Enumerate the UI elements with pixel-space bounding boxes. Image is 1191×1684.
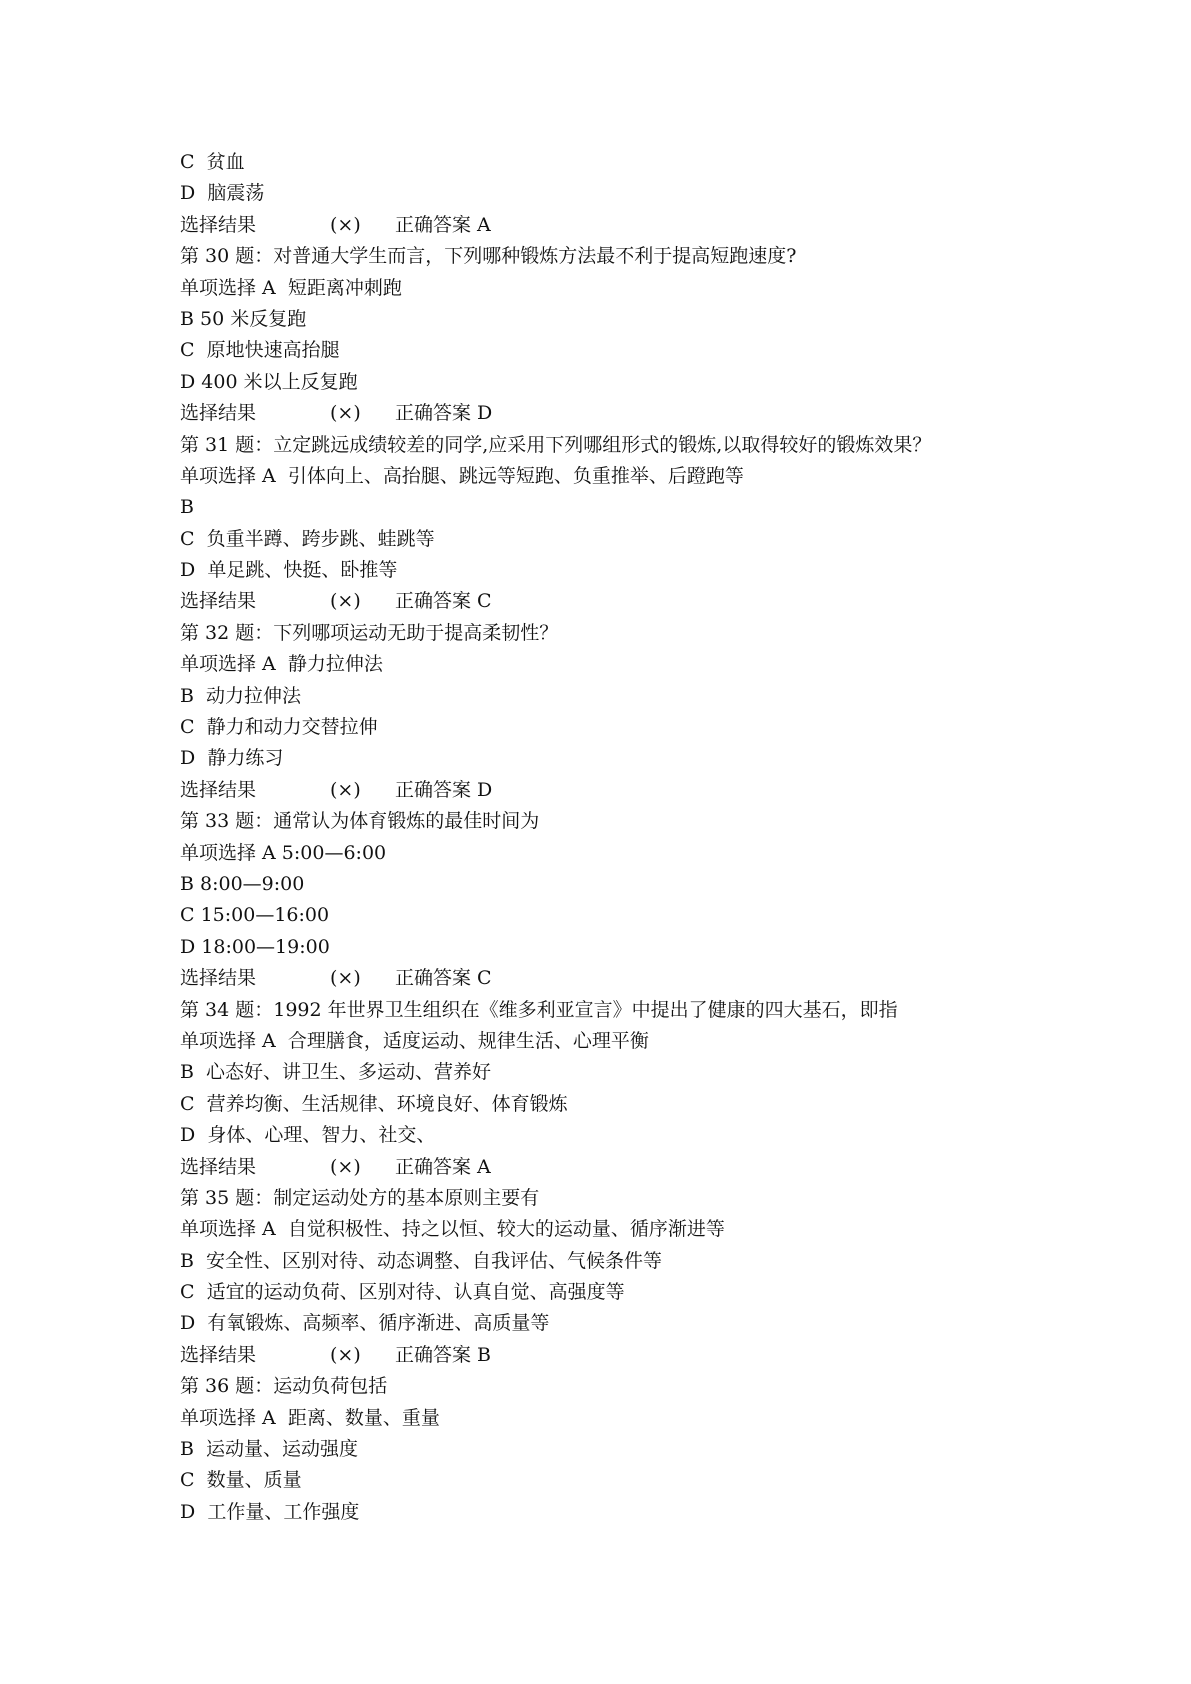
text-line: C 数量、质量 [180, 1469, 302, 1492]
text-line: 单项选择 A 5:00—6:00 [180, 841, 387, 864]
text-line: C 15:00—16:00 [180, 904, 330, 927]
text-line: 第 36 题：运动负荷包括 [180, 1375, 388, 1398]
correct-answer: 正确答案 A [395, 213, 491, 236]
text-line: B [180, 496, 194, 519]
text-line: 单项选择 A 合理膳食，适度运动、规律生活、心理平衡 [180, 1029, 649, 1052]
text-line: B 心态好、讲卫生、多运动、营养好 [180, 1061, 492, 1084]
result-label: 选择结果 [180, 778, 257, 801]
result-label: 选择结果 [180, 967, 257, 990]
text-line: D 脑震荡 [180, 182, 265, 205]
text-line: B 动力拉伸法 [180, 684, 302, 707]
text-line: D 有氧锻炼、高频率、循序渐进、高质量等 [180, 1312, 550, 1335]
correct-answer: 正确答案 C [395, 590, 492, 613]
correct-answer: 正确答案 D [395, 778, 493, 801]
text-line: B 运动量、运动强度 [180, 1438, 359, 1461]
result-line [180, 398, 1060, 429]
text-line: D 身体、心理、智力、社交、 [180, 1124, 436, 1147]
text-line: D 静力练习 [180, 747, 284, 770]
text-line: C 原地快速高抬腿 [180, 339, 340, 362]
text-line: D 工作量、工作强度 [180, 1500, 360, 1523]
text-line: D 400 米以上反复跑 [180, 370, 358, 393]
result-label: 选择结果 [180, 402, 257, 425]
quiz-content [180, 147, 1060, 1528]
text-line: 第 30 题：对普通大学生而言，下列哪种锻炼方法最不利于提高短跑速度? [180, 245, 797, 268]
text-line: 单项选择 A 静力拉伸法 [180, 653, 383, 676]
text-line: 单项选择 A 短距离冲刺跑 [180, 276, 402, 299]
text-line: B 50 米反复跑 [180, 307, 307, 330]
result-label: 选择结果 [180, 590, 257, 613]
result-line [180, 1340, 1060, 1371]
correct-answer: 正确答案 D [395, 402, 493, 425]
text-line: C 负重半蹲、跨步跳、蛙跳等 [180, 527, 435, 550]
correct-answer: 正确答案 C [395, 967, 492, 990]
result-mark: (×) [330, 1343, 361, 1366]
result-label: 选择结果 [180, 1155, 257, 1178]
result-mark: (×) [330, 967, 361, 990]
result-line [180, 1152, 1060, 1183]
text-line: 第 32 题：下列哪项运动无助于提高柔韧性？ [180, 621, 559, 644]
result-line [180, 586, 1060, 617]
result-mark: (×) [330, 213, 361, 236]
text-line: 单项选择 A 距离、数量、重量 [180, 1406, 440, 1429]
text-line: D 单足跳、快挺、卧推等 [180, 559, 398, 582]
text-line: 第 34 题：1992 年世界卫生组织在《维多利亚宣言》中提出了健康的四大基石，即指 [180, 998, 898, 1021]
text-line: 第 35 题：制定运动处方的基本原则主要有 [180, 1186, 540, 1209]
result-label: 选择结果 [180, 1343, 257, 1366]
text-line: 第 33 题：通常认为体育锻炼的最佳时间为 [180, 810, 540, 833]
result-line [180, 963, 1060, 994]
text-line: 单项选择 A 自觉积极性、持之以恒、较大的运动量、循序渐进等 [180, 1218, 725, 1241]
text-line: B 安全性、区别对待、动态调整、自我评估、气候条件等 [180, 1249, 663, 1272]
text-line: B 8:00—9:00 [180, 872, 305, 895]
result-mark: (×) [330, 402, 361, 425]
text-line: D 18:00—19:00 [180, 935, 330, 958]
result-line [180, 775, 1060, 806]
text-line: C 营养均衡、生活规律、环境良好、体育锻炼 [180, 1092, 568, 1115]
result-mark: (×) [330, 778, 361, 801]
text-line: 第 31 题：立定跳远成绩较差的同学,应采用下列哪组形式的锻炼,以取得较好的锻炼效果？ [180, 433, 932, 456]
result-line [180, 210, 1060, 241]
correct-answer: 正确答案 B [395, 1343, 492, 1366]
text-line: 单项选择 A 引体向上、高抬腿、跳远等短跑、负重推举、后蹬跑等 [180, 464, 744, 487]
result-mark: (×) [330, 1155, 361, 1178]
text-line: C 贫血 [180, 151, 245, 173]
text-line: C 静力和动力交替拉伸 [180, 716, 378, 739]
result-mark: (×) [330, 590, 361, 613]
correct-answer: 正确答案 A [395, 1155, 491, 1178]
result-label: 选择结果 [180, 213, 257, 236]
text-line: C 适宜的运动负荷、区别对待、认真自觉、高强度等 [180, 1281, 625, 1304]
